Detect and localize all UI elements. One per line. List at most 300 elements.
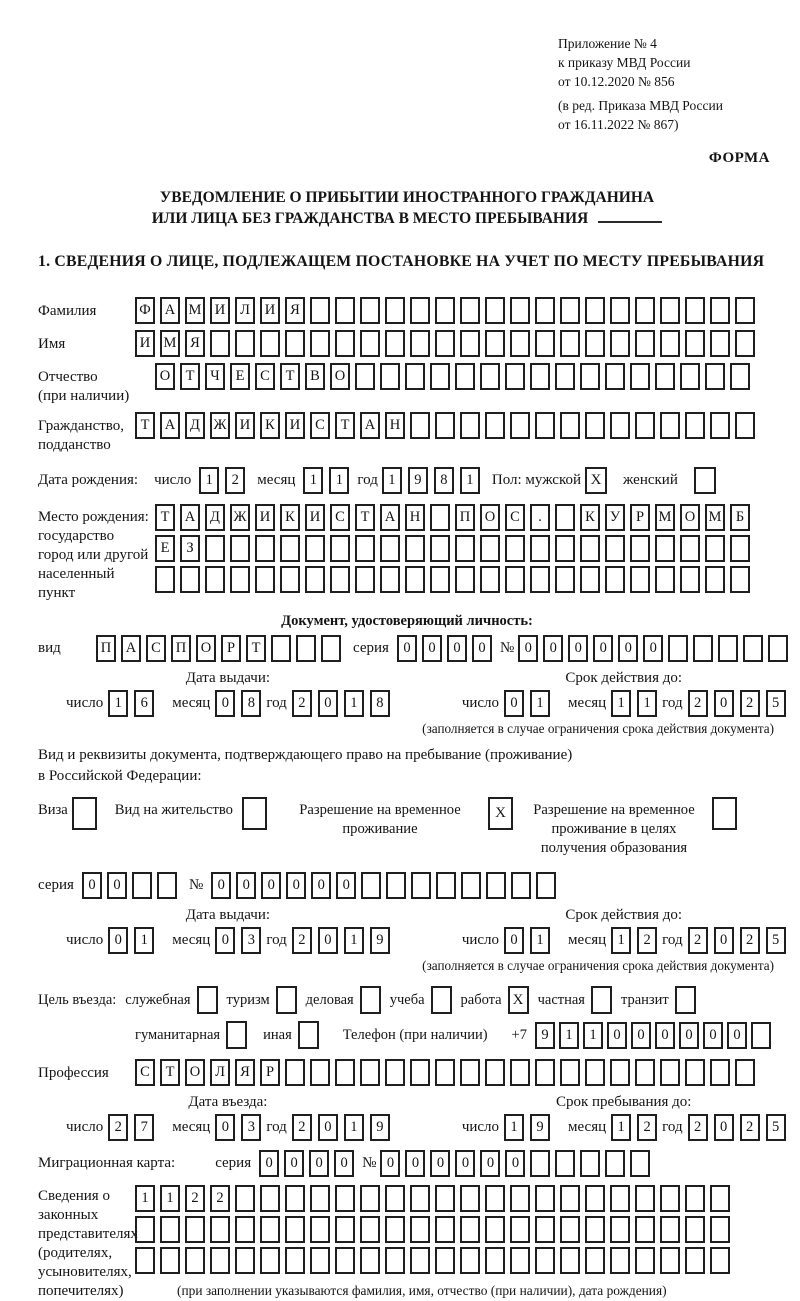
char-cell[interactable] xyxy=(455,566,475,593)
char-cell[interactable]: Р xyxy=(630,504,650,531)
char-cell[interactable] xyxy=(380,535,400,562)
char-cell[interactable]: 2 xyxy=(292,1114,312,1141)
char-cell[interactable]: 0 xyxy=(504,690,524,717)
char-cell[interactable] xyxy=(210,1216,230,1243)
char-cell[interactable]: 2 xyxy=(688,690,708,717)
char-cell[interactable] xyxy=(305,566,325,593)
char-cell[interactable] xyxy=(555,566,575,593)
char-cell[interactable] xyxy=(460,1247,480,1274)
char-cell[interactable]: М xyxy=(655,504,675,531)
char-cell[interactable] xyxy=(560,330,580,357)
char-cell[interactable] xyxy=(530,535,550,562)
char-cell[interactable]: 0 xyxy=(215,1114,235,1141)
char-cell[interactable]: 1 xyxy=(135,1185,155,1212)
char-cell[interactable] xyxy=(410,330,430,357)
char-cell[interactable] xyxy=(635,1059,655,1086)
char-cell[interactable] xyxy=(685,1185,705,1212)
char-cell[interactable] xyxy=(535,1247,555,1274)
char-cell[interactable] xyxy=(510,1216,530,1243)
char-cell[interactable] xyxy=(535,297,555,324)
char-cell[interactable] xyxy=(455,535,475,562)
char-cell[interactable]: Е xyxy=(230,363,250,390)
char-cell[interactable] xyxy=(505,363,525,390)
char-cell[interactable] xyxy=(435,330,455,357)
char-cell[interactable] xyxy=(580,363,600,390)
char-cell[interactable] xyxy=(730,363,750,390)
char-cell[interactable]: 0 xyxy=(714,927,734,954)
char-cell[interactable]: О xyxy=(680,504,700,531)
char-cell[interactable]: Ч xyxy=(205,363,225,390)
char-cell[interactable] xyxy=(535,1059,555,1086)
char-cell[interactable] xyxy=(485,1216,505,1243)
char-cell[interactable]: 0 xyxy=(593,635,613,662)
char-cell[interactable]: 0 xyxy=(631,1022,651,1049)
char-cell[interactable] xyxy=(132,872,152,899)
char-cell[interactable] xyxy=(210,330,230,357)
char-cell[interactable]: 2 xyxy=(210,1185,230,1212)
char-cell[interactable] xyxy=(580,1150,600,1177)
char-cell[interactable]: 0 xyxy=(568,635,588,662)
char-cell[interactable]: 0 xyxy=(422,635,442,662)
char-cell[interactable]: 1 xyxy=(637,690,657,717)
char-cell[interactable]: 0 xyxy=(284,1150,304,1177)
char-cell[interactable] xyxy=(380,363,400,390)
char-cell[interactable] xyxy=(310,297,330,324)
char-cell[interactable] xyxy=(685,1059,705,1086)
char-cell[interactable] xyxy=(386,872,406,899)
char-cell[interactable] xyxy=(555,504,575,531)
char-cell[interactable] xyxy=(610,1059,630,1086)
char-cell[interactable] xyxy=(460,330,480,357)
char-cell[interactable] xyxy=(335,297,355,324)
char-cell[interactable] xyxy=(730,535,750,562)
char-cell[interactable] xyxy=(271,635,291,662)
char-cell[interactable] xyxy=(330,566,350,593)
char-cell[interactable] xyxy=(260,330,280,357)
char-cell[interactable] xyxy=(680,363,700,390)
char-cell[interactable] xyxy=(430,535,450,562)
female-checkbox[interactable] xyxy=(694,467,716,494)
char-cell[interactable]: Т xyxy=(335,412,355,439)
char-cell[interactable] xyxy=(635,330,655,357)
char-cell[interactable] xyxy=(435,1059,455,1086)
char-cell[interactable]: 3 xyxy=(241,1114,261,1141)
char-cell[interactable]: 1 xyxy=(583,1022,603,1049)
char-cell[interactable]: 0 xyxy=(618,635,638,662)
char-cell[interactable] xyxy=(635,412,655,439)
char-cell[interactable] xyxy=(510,1185,530,1212)
char-cell[interactable] xyxy=(360,1216,380,1243)
char-cell[interactable]: А xyxy=(180,504,200,531)
char-cell[interactable] xyxy=(560,297,580,324)
char-cell[interactable] xyxy=(385,1059,405,1086)
char-cell[interactable] xyxy=(630,363,650,390)
char-cell[interactable] xyxy=(555,363,575,390)
char-cell[interactable] xyxy=(610,1247,630,1274)
char-cell[interactable] xyxy=(455,363,475,390)
char-cell[interactable]: 0 xyxy=(504,927,524,954)
char-cell[interactable] xyxy=(460,412,480,439)
char-cell[interactable] xyxy=(157,872,177,899)
char-cell[interactable]: В xyxy=(305,363,325,390)
char-cell[interactable]: 2 xyxy=(292,690,312,717)
char-cell[interactable]: П xyxy=(96,635,116,662)
char-cell[interactable]: Л xyxy=(235,297,255,324)
char-cell[interactable] xyxy=(485,330,505,357)
char-cell[interactable]: И xyxy=(260,297,280,324)
char-cell[interactable] xyxy=(510,1247,530,1274)
char-cell[interactable]: 1 xyxy=(530,927,550,954)
char-cell[interactable] xyxy=(280,535,300,562)
char-cell[interactable] xyxy=(485,1247,505,1274)
char-cell[interactable]: 0 xyxy=(455,1150,475,1177)
char-cell[interactable]: 0 xyxy=(309,1150,329,1177)
purpose-other-checkbox[interactable] xyxy=(298,1021,319,1049)
char-cell[interactable] xyxy=(480,363,500,390)
char-cell[interactable]: 0 xyxy=(714,690,734,717)
char-cell[interactable]: К xyxy=(260,412,280,439)
char-cell[interactable]: Д xyxy=(185,412,205,439)
char-cell[interactable] xyxy=(685,1247,705,1274)
char-cell[interactable] xyxy=(635,297,655,324)
char-cell[interactable]: 0 xyxy=(334,1150,354,1177)
char-cell[interactable] xyxy=(585,1247,605,1274)
char-cell[interactable] xyxy=(296,635,316,662)
char-cell[interactable]: 1 xyxy=(504,1114,524,1141)
char-cell[interactable] xyxy=(660,297,680,324)
char-cell[interactable] xyxy=(510,330,530,357)
char-cell[interactable] xyxy=(435,1247,455,1274)
char-cell[interactable] xyxy=(410,297,430,324)
char-cell[interactable]: С xyxy=(310,412,330,439)
char-cell[interactable]: О xyxy=(330,363,350,390)
char-cell[interactable] xyxy=(230,535,250,562)
char-cell[interactable] xyxy=(585,330,605,357)
char-cell[interactable]: 0 xyxy=(607,1022,627,1049)
char-cell[interactable]: Д xyxy=(205,504,225,531)
char-cell[interactable] xyxy=(610,1185,630,1212)
char-cell[interactable]: И xyxy=(255,504,275,531)
char-cell[interactable] xyxy=(435,412,455,439)
char-cell[interactable] xyxy=(710,297,730,324)
char-cell[interactable] xyxy=(630,566,650,593)
char-cell[interactable]: 1 xyxy=(160,1185,180,1212)
char-cell[interactable]: 1 xyxy=(530,690,550,717)
char-cell[interactable] xyxy=(580,566,600,593)
char-cell[interactable]: И xyxy=(135,330,155,357)
char-cell[interactable] xyxy=(710,1216,730,1243)
char-cell[interactable] xyxy=(285,1059,305,1086)
purpose-private-checkbox[interactable] xyxy=(591,986,612,1014)
char-cell[interactable] xyxy=(230,566,250,593)
char-cell[interactable] xyxy=(335,1059,355,1086)
char-cell[interactable] xyxy=(605,1150,625,1177)
char-cell[interactable]: 3 xyxy=(241,927,261,954)
char-cell[interactable]: 0 xyxy=(318,1114,338,1141)
char-cell[interactable] xyxy=(660,330,680,357)
char-cell[interactable] xyxy=(660,1059,680,1086)
char-cell[interactable] xyxy=(730,566,750,593)
char-cell[interactable] xyxy=(380,566,400,593)
char-cell[interactable]: Е xyxy=(155,535,175,562)
char-cell[interactable] xyxy=(743,635,763,662)
char-cell[interactable] xyxy=(385,330,405,357)
char-cell[interactable]: Т xyxy=(155,504,175,531)
char-cell[interactable]: Т xyxy=(355,504,375,531)
char-cell[interactable] xyxy=(385,1216,405,1243)
char-cell[interactable] xyxy=(360,330,380,357)
char-cell[interactable]: 8 xyxy=(434,467,454,494)
residence-permit-checkbox[interactable] xyxy=(242,797,267,830)
char-cell[interactable]: П xyxy=(455,504,475,531)
char-cell[interactable]: Р xyxy=(221,635,241,662)
char-cell[interactable]: 2 xyxy=(740,927,760,954)
char-cell[interactable] xyxy=(480,535,500,562)
char-cell[interactable]: 2 xyxy=(740,690,760,717)
char-cell[interactable]: М xyxy=(185,297,205,324)
char-cell[interactable] xyxy=(605,535,625,562)
char-cell[interactable] xyxy=(435,1185,455,1212)
char-cell[interactable] xyxy=(235,1216,255,1243)
char-cell[interactable]: 0 xyxy=(318,690,338,717)
char-cell[interactable]: 9 xyxy=(530,1114,550,1141)
char-cell[interactable]: 8 xyxy=(241,690,261,717)
char-cell[interactable] xyxy=(560,1247,580,1274)
char-cell[interactable] xyxy=(185,1216,205,1243)
char-cell[interactable]: К xyxy=(280,504,300,531)
char-cell[interactable] xyxy=(486,872,506,899)
char-cell[interactable] xyxy=(535,1216,555,1243)
char-cell[interactable] xyxy=(385,1247,405,1274)
char-cell[interactable]: . xyxy=(530,504,550,531)
char-cell[interactable] xyxy=(485,412,505,439)
char-cell[interactable]: 9 xyxy=(535,1022,555,1049)
char-cell[interactable] xyxy=(530,1150,550,1177)
char-cell[interactable] xyxy=(360,1185,380,1212)
char-cell[interactable] xyxy=(280,566,300,593)
char-cell[interactable]: 0 xyxy=(82,872,102,899)
char-cell[interactable] xyxy=(655,363,675,390)
char-cell[interactable]: 1 xyxy=(460,467,480,494)
char-cell[interactable] xyxy=(560,1185,580,1212)
char-cell[interactable] xyxy=(630,1150,650,1177)
char-cell[interactable]: 0 xyxy=(518,635,538,662)
char-cell[interactable]: 1 xyxy=(199,467,219,494)
purpose-official-checkbox[interactable] xyxy=(197,986,218,1014)
char-cell[interactable]: 2 xyxy=(688,927,708,954)
char-cell[interactable]: О xyxy=(480,504,500,531)
char-cell[interactable]: 2 xyxy=(225,467,245,494)
char-cell[interactable] xyxy=(360,1247,380,1274)
char-cell[interactable]: 0 xyxy=(318,927,338,954)
char-cell[interactable]: К xyxy=(580,504,600,531)
char-cell[interactable] xyxy=(610,330,630,357)
char-cell[interactable] xyxy=(735,297,755,324)
char-cell[interactable]: 0 xyxy=(480,1150,500,1177)
char-cell[interactable]: 0 xyxy=(679,1022,699,1049)
char-cell[interactable]: У xyxy=(605,504,625,531)
char-cell[interactable]: О xyxy=(155,363,175,390)
char-cell[interactable]: 1 xyxy=(344,927,364,954)
char-cell[interactable]: 2 xyxy=(688,1114,708,1141)
char-cell[interactable]: 0 xyxy=(286,872,306,899)
char-cell[interactable] xyxy=(430,363,450,390)
char-cell[interactable] xyxy=(330,535,350,562)
char-cell[interactable] xyxy=(660,1185,680,1212)
char-cell[interactable]: 0 xyxy=(430,1150,450,1177)
char-cell[interactable]: 0 xyxy=(543,635,563,662)
char-cell[interactable] xyxy=(460,1216,480,1243)
char-cell[interactable] xyxy=(555,1150,575,1177)
char-cell[interactable] xyxy=(310,1247,330,1274)
char-cell[interactable] xyxy=(285,330,305,357)
char-cell[interactable] xyxy=(260,1247,280,1274)
char-cell[interactable]: 8 xyxy=(370,690,390,717)
char-cell[interactable] xyxy=(555,535,575,562)
char-cell[interactable]: Т xyxy=(280,363,300,390)
char-cell[interactable]: А xyxy=(380,504,400,531)
purpose-transit-checkbox[interactable] xyxy=(675,986,696,1014)
char-cell[interactable]: М xyxy=(705,504,725,531)
char-cell[interactable] xyxy=(405,566,425,593)
char-cell[interactable]: 7 xyxy=(134,1114,154,1141)
purpose-humanitarian-checkbox[interactable] xyxy=(226,1021,247,1049)
char-cell[interactable]: 1 xyxy=(611,1114,631,1141)
char-cell[interactable] xyxy=(705,566,725,593)
char-cell[interactable] xyxy=(285,1247,305,1274)
char-cell[interactable] xyxy=(605,363,625,390)
char-cell[interactable]: 0 xyxy=(311,872,331,899)
char-cell[interactable]: 1 xyxy=(344,1114,364,1141)
char-cell[interactable]: 2 xyxy=(108,1114,128,1141)
char-cell[interactable]: Н xyxy=(385,412,405,439)
char-cell[interactable] xyxy=(460,1059,480,1086)
char-cell[interactable] xyxy=(410,1216,430,1243)
char-cell[interactable] xyxy=(335,1185,355,1212)
char-cell[interactable] xyxy=(210,1247,230,1274)
char-cell[interactable]: А xyxy=(160,412,180,439)
char-cell[interactable] xyxy=(321,635,341,662)
char-cell[interactable] xyxy=(410,1185,430,1212)
char-cell[interactable] xyxy=(310,1059,330,1086)
char-cell[interactable]: 0 xyxy=(215,927,235,954)
char-cell[interactable]: Я xyxy=(185,330,205,357)
purpose-study-checkbox[interactable] xyxy=(431,986,452,1014)
char-cell[interactable]: 0 xyxy=(211,872,231,899)
char-cell[interactable]: Р xyxy=(260,1059,280,1086)
char-cell[interactable]: 2 xyxy=(740,1114,760,1141)
char-cell[interactable] xyxy=(310,330,330,357)
char-cell[interactable]: 1 xyxy=(303,467,323,494)
char-cell[interactable] xyxy=(410,1059,430,1086)
char-cell[interactable] xyxy=(685,297,705,324)
char-cell[interactable] xyxy=(705,363,725,390)
purpose-business-checkbox[interactable] xyxy=(360,986,381,1014)
char-cell[interactable] xyxy=(735,330,755,357)
char-cell[interactable]: 0 xyxy=(107,872,127,899)
char-cell[interactable]: 9 xyxy=(370,1114,390,1141)
char-cell[interactable] xyxy=(530,363,550,390)
char-cell[interactable]: Т xyxy=(135,412,155,439)
visa-checkbox[interactable] xyxy=(72,797,97,830)
char-cell[interactable]: С xyxy=(146,635,166,662)
char-cell[interactable] xyxy=(530,566,550,593)
char-cell[interactable] xyxy=(411,872,431,899)
char-cell[interactable] xyxy=(160,1216,180,1243)
temp-permit-edu-checkbox[interactable] xyxy=(712,797,737,830)
char-cell[interactable]: И xyxy=(285,412,305,439)
char-cell[interactable] xyxy=(535,412,555,439)
char-cell[interactable]: 0 xyxy=(236,872,256,899)
char-cell[interactable] xyxy=(680,566,700,593)
char-cell[interactable]: И xyxy=(305,504,325,531)
char-cell[interactable] xyxy=(485,297,505,324)
char-cell[interactable] xyxy=(710,412,730,439)
char-cell[interactable]: И xyxy=(235,412,255,439)
char-cell[interactable]: З xyxy=(180,535,200,562)
char-cell[interactable] xyxy=(718,635,738,662)
char-cell[interactable]: 1 xyxy=(559,1022,579,1049)
char-cell[interactable]: 1 xyxy=(329,467,349,494)
char-cell[interactable]: 2 xyxy=(637,927,657,954)
char-cell[interactable] xyxy=(255,535,275,562)
char-cell[interactable] xyxy=(235,1185,255,1212)
char-cell[interactable]: С xyxy=(330,504,350,531)
char-cell[interactable]: 0 xyxy=(643,635,663,662)
char-cell[interactable] xyxy=(510,1059,530,1086)
char-cell[interactable] xyxy=(710,1247,730,1274)
char-cell[interactable]: И xyxy=(210,297,230,324)
char-cell[interactable]: 0 xyxy=(259,1150,279,1177)
temp-permit-checkbox[interactable]: X xyxy=(488,797,513,830)
char-cell[interactable]: 0 xyxy=(447,635,467,662)
char-cell[interactable] xyxy=(410,412,430,439)
char-cell[interactable] xyxy=(355,566,375,593)
char-cell[interactable] xyxy=(705,535,725,562)
char-cell[interactable] xyxy=(535,330,555,357)
char-cell[interactable]: 0 xyxy=(397,635,417,662)
char-cell[interactable]: 9 xyxy=(370,927,390,954)
char-cell[interactable] xyxy=(536,872,556,899)
char-cell[interactable] xyxy=(635,1247,655,1274)
char-cell[interactable] xyxy=(610,297,630,324)
char-cell[interactable]: 5 xyxy=(766,927,786,954)
char-cell[interactable] xyxy=(655,535,675,562)
char-cell[interactable]: Ж xyxy=(210,412,230,439)
char-cell[interactable] xyxy=(135,1216,155,1243)
char-cell[interactable] xyxy=(410,1247,430,1274)
char-cell[interactable] xyxy=(751,1022,771,1049)
char-cell[interactable] xyxy=(310,1216,330,1243)
char-cell[interactable] xyxy=(580,535,600,562)
char-cell[interactable] xyxy=(335,1216,355,1243)
char-cell[interactable] xyxy=(505,566,525,593)
char-cell[interactable] xyxy=(355,363,375,390)
char-cell[interactable] xyxy=(361,872,381,899)
char-cell[interactable] xyxy=(510,297,530,324)
char-cell[interactable]: А xyxy=(360,412,380,439)
purpose-tourism-checkbox[interactable] xyxy=(276,986,297,1014)
char-cell[interactable]: Т xyxy=(180,363,200,390)
char-cell[interactable] xyxy=(480,566,500,593)
char-cell[interactable]: Я xyxy=(285,297,305,324)
char-cell[interactable] xyxy=(585,1059,605,1086)
char-cell[interactable] xyxy=(735,1059,755,1086)
char-cell[interactable]: 9 xyxy=(408,467,428,494)
char-cell[interactable] xyxy=(310,1185,330,1212)
char-cell[interactable] xyxy=(385,297,405,324)
char-cell[interactable] xyxy=(405,535,425,562)
